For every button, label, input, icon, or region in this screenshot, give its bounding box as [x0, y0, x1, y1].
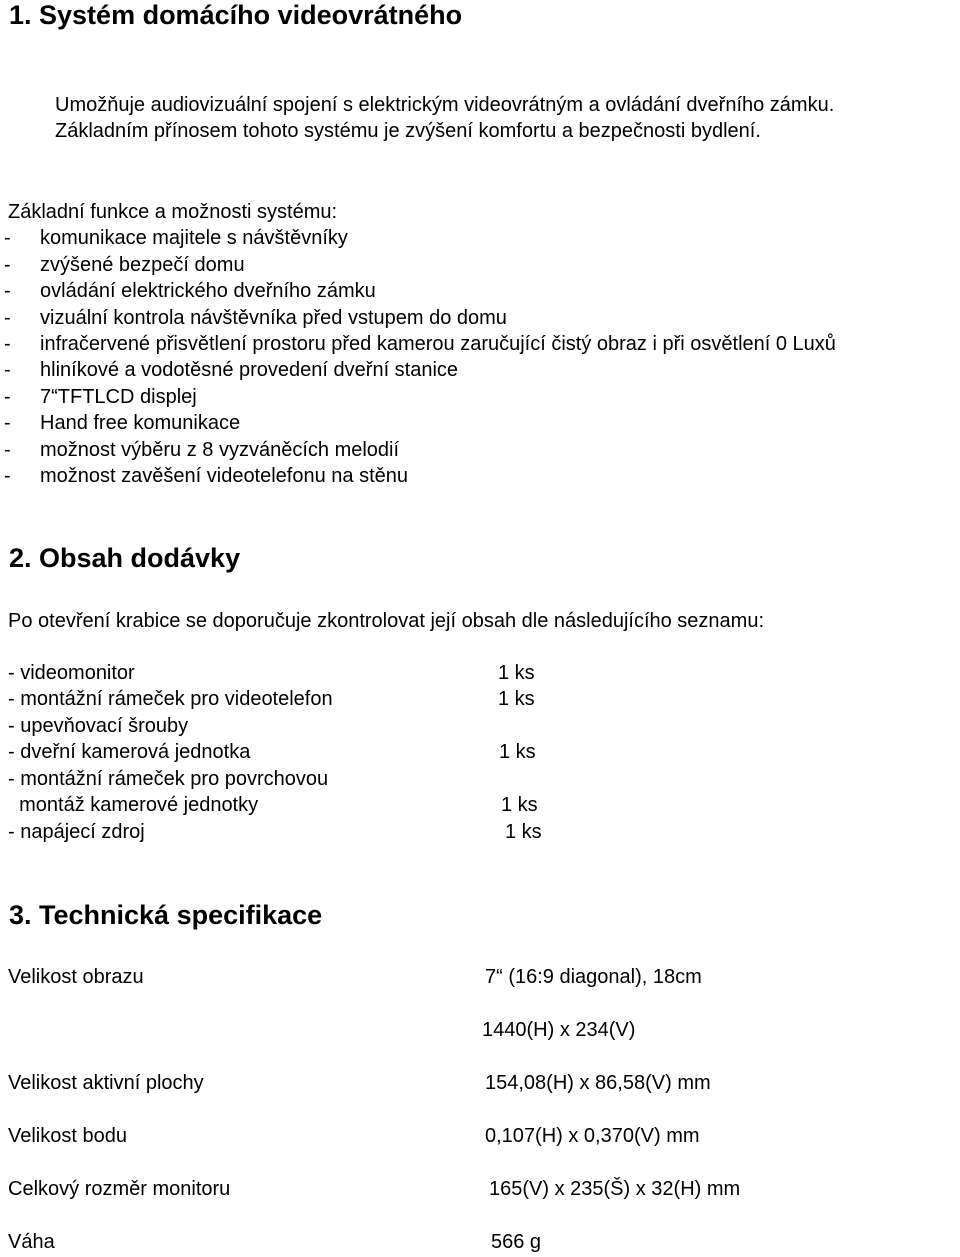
- contents-item-name: - upevňovací šrouby: [8, 715, 189, 737]
- list-item: [4, 466, 954, 488]
- spec-label: Váha: [8, 1231, 55, 1253]
- bullet-dash: -: [4, 227, 11, 249]
- intro-line-1: Umožňuje audiovizuální spojení s elektrickým videovrátným a ovládání dveřního zámku.: [55, 94, 835, 116]
- spec-value: 0,107(H) x 0,370(V) mm: [485, 1125, 700, 1147]
- section-2-heading: 2. Obsah dodávky: [9, 543, 241, 573]
- list-item-text: možnost výběru z 8 vyzváněcích melodií: [40, 439, 400, 461]
- section-1-heading: 1. Systém domácího videovrátného: [9, 0, 463, 30]
- contents-item-qty: 1 ks: [499, 741, 536, 763]
- contents-item-qty: 1 ks: [505, 821, 542, 843]
- bullet-dash: -: [4, 333, 11, 355]
- contents-item-name: - videomonitor: [8, 662, 135, 684]
- list-item-text: komunikace majitele s návštěvníky: [40, 227, 348, 249]
- list-item: [4, 413, 954, 435]
- list-item-text: vizuální kontrola návštěvníka před vstupem do domu: [40, 307, 507, 329]
- spec-value: 7“ (16:9 diagonal), 18cm: [485, 966, 702, 988]
- list-item: [4, 387, 954, 409]
- list-item-text: Hand free komunikace: [40, 412, 241, 434]
- contents-item-qty: 1 ks: [501, 794, 538, 816]
- bullet-dash: -: [4, 254, 11, 276]
- list-item: [4, 281, 954, 303]
- contents-item-qty: 1 ks: [498, 688, 535, 710]
- list-item: [4, 308, 954, 330]
- section-3-heading: 3. Technická specifikace: [9, 900, 323, 930]
- spec-value: 165(V) x 235(Š) x 32(H) mm: [489, 1178, 741, 1200]
- spec-value: 154,08(H) x 86,58(V) mm: [485, 1072, 711, 1094]
- bullet-dash: -: [4, 412, 11, 434]
- contents-intro: Po otevření krabice se doporučuje zkontrolovat její obsah dle následujícího seznamu:: [8, 610, 765, 632]
- list-item: [4, 440, 954, 462]
- bullet-dash: -: [4, 439, 11, 461]
- list-item-text: infračervené přisvětlení prostoru před kamerou zaručující čistý obraz i při osvětlení 0 Luxů: [40, 333, 836, 355]
- list-item: [4, 228, 954, 250]
- list-item-text: ovládání elektrického dveřního zámku: [40, 280, 376, 302]
- list-item: [4, 255, 954, 277]
- spec-value: 566 g: [491, 1231, 542, 1253]
- bullet-dash: -: [4, 280, 11, 302]
- spec-value: 1440(H) x 234(V): [482, 1019, 636, 1041]
- list-item-text: hliníkové a vodotěsné provedení dveřní stanice: [40, 359, 459, 381]
- contents-item-name: montáž kamerové jednotky: [8, 794, 259, 816]
- list-item-text: možnost zavěšení videotelefonu na stěnu: [40, 465, 409, 487]
- bullet-dash: -: [4, 307, 11, 329]
- contents-item-qty: 1 ks: [498, 662, 535, 684]
- contents-item-name: - montážní rámeček pro videotelefon: [8, 688, 333, 710]
- intro-line-2: Základním přínosem tohoto systému je zvýšení komfortu a bezpečnosti bydlení.: [55, 120, 761, 142]
- bullet-dash: -: [4, 359, 11, 381]
- list-item-text: zvýšené bezpečí domu: [40, 254, 245, 276]
- list-item-text: 7“TFTLCD displej: [40, 386, 197, 408]
- contents-item-name: - montážní rámeček pro povrchovou: [8, 768, 329, 790]
- spec-label: Celkový rozměr monitoru: [8, 1178, 231, 1200]
- spec-label: Velikost bodu: [8, 1125, 127, 1147]
- bullet-dash: -: [4, 465, 11, 487]
- functions-title: Základní funkce a možnosti systému:: [8, 201, 338, 223]
- contents-item-name: - dveřní kamerová jednotka: [8, 741, 251, 763]
- contents-item-name: - napájecí zdroj: [8, 821, 145, 843]
- list-item: [4, 334, 959, 356]
- list-item: [4, 360, 954, 382]
- spec-label: Velikost obrazu: [8, 966, 144, 988]
- spec-label: Velikost aktivní plochy: [8, 1072, 204, 1094]
- bullet-dash: -: [4, 386, 11, 408]
